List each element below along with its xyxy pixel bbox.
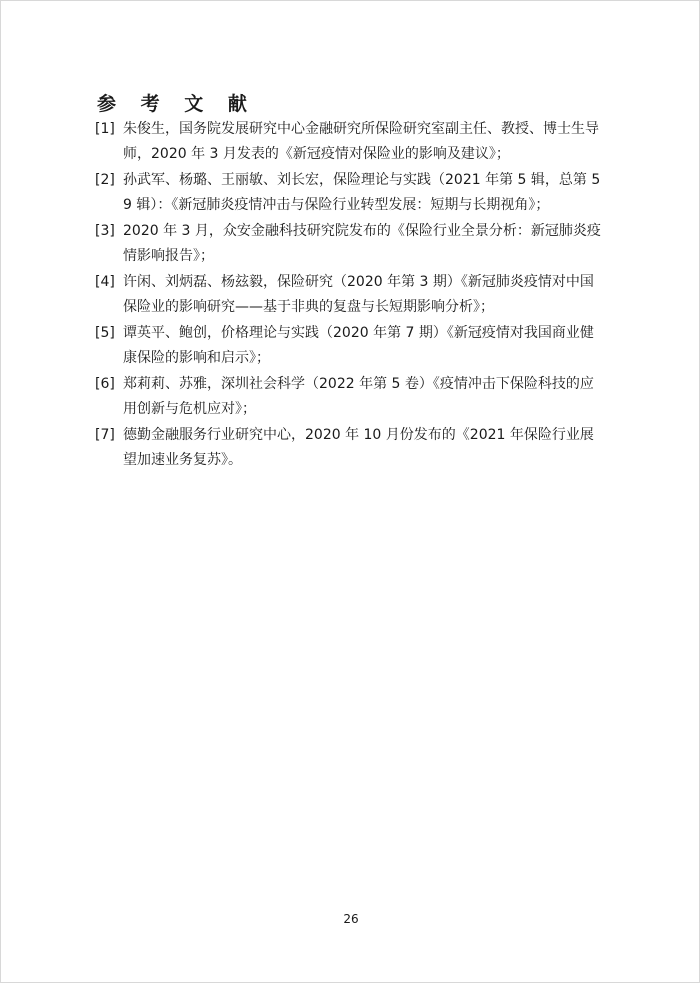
reference-list	[95, 117, 607, 474]
reference-item	[95, 219, 607, 269]
reference-text: 谭英平、鲍创，价格理论与实践（2020 年第 7 期）《新冠疫情对我国商业健康保险的影响和启示》；	[123, 325, 594, 366]
page-number: 26	[343, 912, 359, 926]
reference-number: [2]	[95, 172, 115, 188]
reference-text: 孙武军、杨璐、王丽敏、刘长宏，保险理论与实践（2021 年第 5 辑，总第 59 辑）：《新冠肺炎疫情冲击与保险行业转型发展：短期与长期视角》；	[123, 172, 601, 213]
reference-item	[95, 168, 607, 218]
reference-number: [5]	[95, 325, 115, 341]
reference-item	[95, 321, 607, 371]
reference-item	[95, 117, 607, 167]
reference-number: [7]	[95, 427, 115, 443]
reference-text: 德勤金融服务行业研究中心，2020 年 10 月份发布的《2021 年保险行业展望加速业务复苏》。	[123, 427, 594, 468]
reference-item	[95, 270, 607, 320]
reference-text: 2020 年 3 月，众安金融科技研究院发布的《保险行业全景分析：新冠肺炎疫情影响报告》；	[123, 223, 601, 264]
reference-text: 许闲、刘炳磊、杨玆毅，保险研究（2020 年第 3 期）《新冠肺炎疫情对中国保险业的影响研究——基于非典的复盘与长短期影响分析》；	[123, 274, 594, 315]
reference-text: 朱俊生，国务院发展研究中心金融研究所保险研究室副主任、教授、博士生导师，2020 年 3 月发表的《新冠疫情对保险业的影响及建议》；	[123, 121, 599, 162]
reference-item	[95, 372, 607, 422]
reference-number: [3]	[95, 223, 115, 239]
reference-number: [1]	[95, 121, 115, 137]
reference-number: [6]	[95, 376, 115, 392]
reference-number: [4]	[95, 274, 115, 290]
reference-text: 郑莉莉、苏雅，深圳社会科学（2022 年第 5 卷）《疫情冲击下保险科技的应用创新与危机应对》；	[123, 376, 594, 417]
reference-item	[95, 423, 607, 473]
references-heading: 参 考 文 献	[97, 93, 256, 115]
